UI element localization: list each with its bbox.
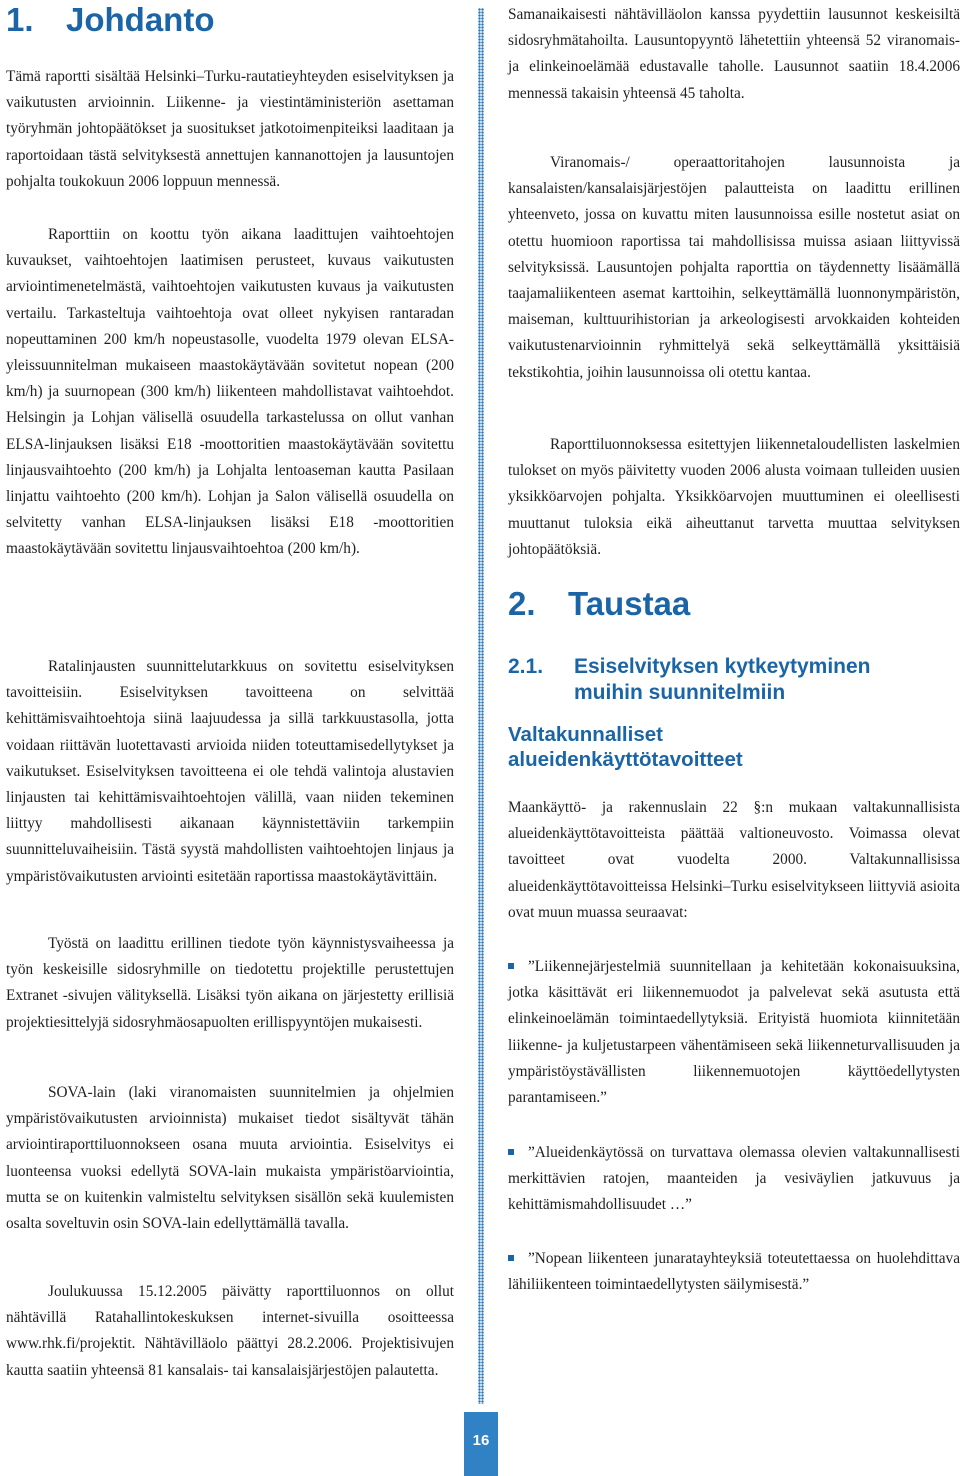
bullet-square-icon — [508, 1149, 514, 1155]
calculations-paragraph: Raporttiluonnoksessa esitettyjen liikennetaloudellisten laskelmien tulokset on myös päivitetty vuoden 2006 alusta voimaan tulleiden uusien yksikköarvojen pohjalta. Yksikköarvojen muuttuminen ei oleellisesti muuttanut tuloksia eikä aiheuttanut tarvetta muuttaa selvityksen johtopäätöksiä. — [508, 436, 960, 558]
page-number: 16 — [472, 1432, 490, 1449]
statements-paragraph: Samanaikaisesti nähtävilläolon kanssa pyydettiin lausunnot keskeisiltä sidosryhmätahoilta. Lausuntopyyntö lähetettiin yhteensä 52 viranomais- ja elinkeinoelämää edustavalle taholle. Lausunnot saatiin 18.4.2006 mennessä takaisin yhteensä 45 taholta. — [508, 6, 960, 102]
section-2-number: 2. — [508, 585, 536, 622]
bullet-text-3: ”Nopean liikenteen junaratayhteyksiä toteutettaessa on huolehdittava lähiliikenteen toimintaedellytysten säilymisestä.” — [508, 1250, 960, 1294]
list-item — [508, 1246, 960, 1298]
section-2-1-number: 2.1. — [508, 655, 544, 678]
bullet-square-icon — [508, 963, 514, 969]
intro-paragraph-3: Ratalinjausten suunnittelutarkkuus on sovitettu esiselvityksen tavoitteisiin. Esiselvityksen tavoitteena on selvittää kehittämisvaihtoehtoja siinä laajuudessa ja sillä tarkkuustasolla, jotta voidaan riittävän luotettavasti arvioida niiden toteuttamisedellytykset ja vaikutukset. Esiselvityksen tavoitteena ei ole tehdä valintoja alustavien linjausten tai kehittämisvaihtoehtojen välillä, vaan niiden tekeminen liittyy mahdollisesti aikanaan käynnistettäviin tarkempiin suunnitteluvaiheisiin. Tästä syystä mahdollisten vaihtoehtojen linjaus ja ympäristövaikutusten arviointi esitetään raportissa maastokäytävittäin. — [6, 658, 454, 885]
intro-paragraph-6: Joulukuussa 15.12.2005 päivätty raporttiluonnos on ollut nähtävillä Ratahallintokeskuksen internet-sivuilla osoitteessa www.rhk.fi/projektit. Nähtävilläolo päättyi 28.2.2006. Projektisivujen kautta saatiin yhteensä 81 kansalais- tai kansalaisjärjestöjen palautetta. — [6, 1283, 454, 1379]
list-item — [508, 1140, 960, 1219]
intro-paragraph-4: Työstä on laadittu erillinen tiedote työn käynnistysvaiheessa ja työn keskeisille sidosryhmille on tiedotettu projektille perustettujen Extranet -sivujen välityksellä. Lisäksi työn aikana on järjestetty erillisiä projektiesittelyjä sidosryhmäosapuolten erillispyyntöjen mukaisesti. — [6, 935, 454, 1031]
intro-paragraph-2: Raporttiin on koottu työn aikana laadittujen vaihtoehtojen kuvaukset, vaihtoehtojen laatimisen perusteet, kuvaus vaikutusten arviointimenetelmästä, vaihtoehtojen vaikutusten kuvaus ja vaikutusten vertailu. Tarkasteltuja vaihtoehtoja ovat olleet nykyisen rantaradan nopeuttaminen 200 km/h nopeustasolle, vuodelta 1979 olevan ELSA-yleissuunnitelman mukaiseen maastokäytävään sovitetut nopean (200 km/h) ja suurnopean (300 km/h) liikenteen mahdollistavat vaihtoehdot. Helsingin ja Lohjan välisellä osuudella tarkastelussa on ollut vanhan ELSA-linjauksen lisäksi E18 -moottoritien maastokäytävään sovitettu linjausvaihtoehto (200 km/h) ja Lohjalta lentoaseman kautta Pasilaan linjattu vaihtoehto (200 km/h). Lohjan ja Salon välisellä osuudella on selvitetty vanhan ELSA-linjauksen lisäksi E18 -moottoritien maastokäytävään sovitettu linjausvaihtoehtoa (200 km/h). — [6, 226, 454, 558]
list-item — [508, 954, 960, 1111]
section-1-heading — [6, 0, 214, 40]
bullet-text-2: ”Alueidenkäytössä on turvattava olemassa olevien valtakunnallisesti merkittävien ratojen, maanteiden ja vesiväylien jatkuvuus ja kehittämismahdollisuudet …” — [508, 1144, 960, 1214]
objectives-intro-paragraph: Maankäyttö- ja rakennuslain 22 §:n mukaan valtakunnallisista alueidenkäyttötavoitteista päättää valtioneuvosto. Voimassa olevat tavoitteet ovat vuodelta 2000. Valtakunnallisissa alueidenkäyttötavoitteissa Helsinki–Turku esiselvitykseen liittyviä asioita ovat muun muassa seuraavat: — [508, 799, 960, 921]
bullet-square-icon — [508, 1255, 514, 1261]
section-2-heading — [508, 584, 690, 624]
intro-paragraph-1: Tämä raportti sisältää Helsinki–Turku-rautatieyhteyden esiselvityksen ja vaikutusten arvioinnin. Liikenne- ja viestintäministeriön asettaman työryhmän johtopäätökset ja suositukset jatkotoimenpiteiksi laaditaan ja raportoidaan tästä selvityksestä annettujen kannanottojen ja lausuntojen pohjalta toukokuun 2006 loppuun mennessä. — [6, 68, 454, 190]
subheading: Valtakunnalliset alueidenkäyttötavoitteet — [508, 723, 743, 771]
intro-paragraph-5: SOVA-lain (laki viranomaisten suunnitelmien ja ohjelmien ympäristövaikutusten arvioinnista) mukaiset tiedot sisältyvät tähän arviointiraporttiluonnokseen osana muuta arviointia. Esiselvitys ei luonteensa vuoksi edellytä SOVA-lain mukaista ympäristöarviointia, mutta se on kuitenkin valmisteltu selvityksen sisällön sekä kuulemisten osalta soveltuvin osin SOVA-lain edellyttämällä tavalla. — [6, 1084, 454, 1233]
section-2-title: Taustaa — [568, 585, 691, 622]
section-2-1-heading — [508, 654, 960, 706]
section-1-number: 1. — [6, 1, 34, 38]
dotted-divider — [478, 8, 484, 1404]
feedback-summary-paragraph: Viranomais-/ operaattoritahojen lausunnoista ja kansalaisten/kansalaisjärjestöjen palautteista on laadittu erillinen yhteenveto, jossa on kuvattu miten lausunnoissa esille nostetut asiat on otettu huomioon raportissa tai mahdollisissa muissa asiaan liittyvissä selvityksissä. Lausuntojen pohjalta raporttia on täydennetty lisäämällä taajamaliikenteen asemat karttoihin, selkeyttämällä luonnonympäristön, maiseman, kulttuurihistorian ja arkeologisesti arvokkaiden kohteiden vaikutustenarvioinnin ryhmittelyä sekä selkeyttämällä yksittäisiä tekstikohtia, joihin lausunnoissa oli otettu kantaa. — [508, 154, 960, 381]
section-2-1-title: Esiselvityksen kytkeytyminen muihin suunnitelmiin — [574, 655, 871, 704]
bullet-text-1: ”Liikennejärjestelmiä suunnitellaan ja kehitetään kokonaisuuksina, jotka käsittävät eri liikennemuodot ja palvelevat sekä asutusta että elinkeinoelämän toimintaedellytyksiä. Erityistä huomiota kiinnitetään liikenne- ja kuljetustarpeen vähentämiseen sekä liikenneturvallisuuden ja ympäristöystävällisten liikennemuotojen käyttöedellytysten parantamiseen.” — [508, 958, 960, 1107]
section-1-title: Johdanto — [66, 1, 215, 38]
